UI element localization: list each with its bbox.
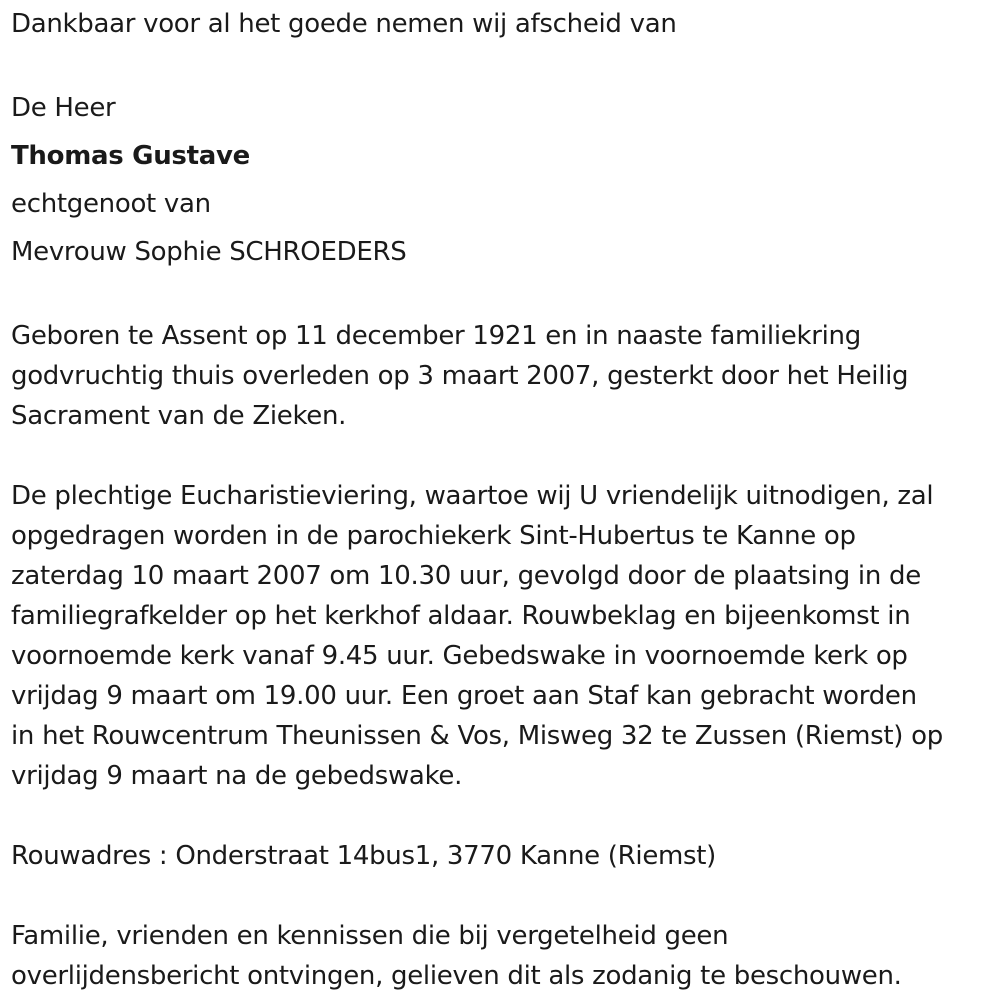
intro-text: Dankbaar voor al het goede nemen wij afscheid van <box>11 9 677 39</box>
paragraph-line: Geboren te Assent op 11 december 1921 en in naaste familiekring <box>11 321 861 351</box>
spouse-name: Mevrouw Sophie SCHROEDERS <box>11 237 407 267</box>
deceased-block <box>11 84 986 276</box>
paragraph-line: zaterdag 10 maart 2007 om 10.30 uur, gevolgd door de plaatsing in de <box>11 561 921 591</box>
deceased-name: Thomas Gustave <box>11 141 250 171</box>
paragraph-line: in het Rouwcentrum Theunissen & Vos, Misweg 32 te Zussen (Riemst) op <box>11 721 943 751</box>
mourning-address: Rouwadres : Onderstraat 14bus1, 3770 Kanne (Riemst) <box>11 841 717 871</box>
paragraph-line: Familie, vrienden en kennissen die bij vergetelheid geen <box>11 921 729 951</box>
paragraph-line: godvruchtig thuis overleden op 3 maart 2007, gesterkt door het Heilig <box>11 361 909 391</box>
spouse-label: echtgenoot van <box>11 189 211 219</box>
paragraph-line: familiegrafkelder op het kerkhof aldaar. Rouwbeklag en bijeenkomst in <box>11 601 911 631</box>
paragraph-line: Sacrament van de Zieken. <box>11 401 347 431</box>
closing-paragraph <box>11 916 986 996</box>
ceremony-paragraph <box>11 476 986 796</box>
death-notice <box>11 4 986 996</box>
paragraph-line: vrijdag 9 maart na de gebedswake. <box>11 761 463 791</box>
paragraph-line: opgedragen worden in de parochiekerk Sint-Hubertus te Kanne op <box>11 521 856 551</box>
birth-paragraph <box>11 316 986 436</box>
paragraph-line: vrijdag 9 maart om 19.00 uur. Een groet aan Staf kan gebracht worden <box>11 681 917 711</box>
paragraph-line: De plechtige Eucharistieviering, waartoe wij U vriendelijk uitnodigen, zal <box>11 481 934 511</box>
honorific: De Heer <box>11 93 116 123</box>
paragraph-line: voornoemde kerk vanaf 9.45 uur. Gebedswake in voornoemde kerk op <box>11 641 908 671</box>
paragraph-line: overlijdensbericht ontvingen, gelieven dit als zodanig te beschouwen. <box>11 961 902 991</box>
